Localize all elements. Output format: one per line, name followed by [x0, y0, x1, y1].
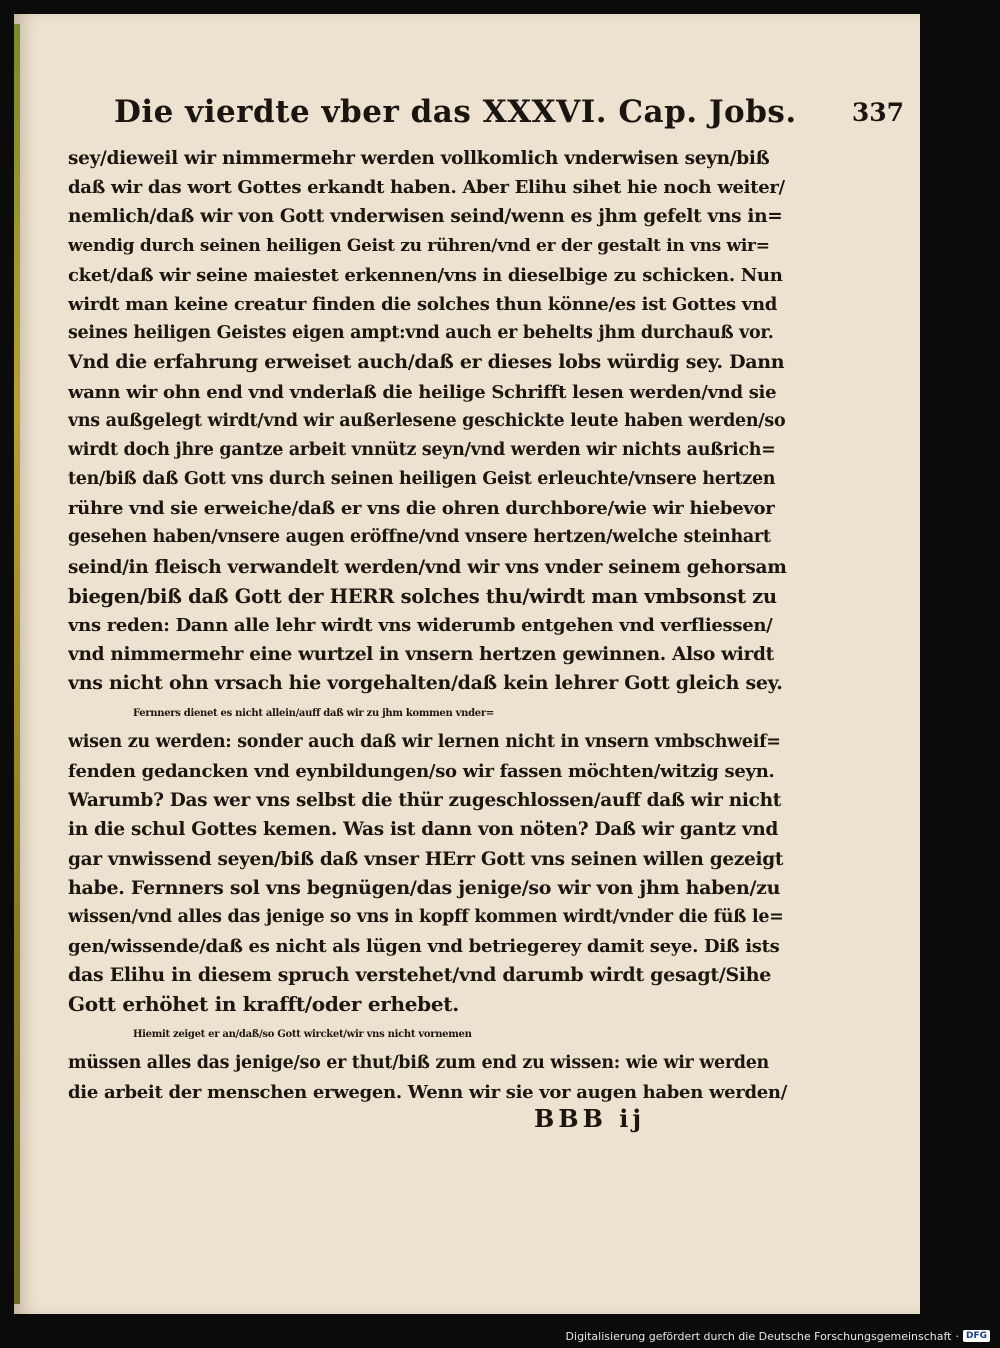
text-line: habe. Fernners sol vns begnügen/das jenige/so wir von jhm haben/zu: [68, 876, 781, 899]
text-line: daß wir das wort Gottes erkandt haben. Aber Elihu sihet hie noch weiter/: [68, 177, 785, 199]
page-header: [114, 94, 904, 138]
text-line: wissen/vnd alles das jenige so vns in kopff kommen wirdt/vnder die füß le=: [68, 906, 784, 927]
text-line: die arbeit der menschen erwegen. Wenn wir sie vor augen haben werden/: [68, 1082, 787, 1103]
text-line: wendig durch seinen heiligen Geist zu rühren/vnd er der gestalt in vns wir=: [68, 235, 770, 256]
text-line: biegen/biß daß Gott der HERR solches thu/wirdt man vmbsonst zu: [68, 584, 777, 608]
page-spine-edge: [14, 24, 20, 1304]
footer-credit: Digitalisierung gefördert durch die Deutsche Forschungsgemeinschaft · DFG: [566, 1328, 990, 1344]
text-line: wirdt doch jhre gantze arbeit vnnütz seyn/vnd werden wir nichts außrich=: [68, 439, 776, 460]
text-line: cket/daß wir seine maiestet erkennen/vns in dieselbige zu schicken. Nun: [68, 264, 783, 286]
text-line: wann wir ohn end vnd vnderlaß die heilige Schrifft lesen werden/vnd sie: [68, 381, 777, 403]
text-line: Warumb? Das wer vns selbst die thür zugeschlossen/auff daß wir nicht: [68, 790, 781, 812]
text-line: fenden gedancken vnd eynbildungen/so wir fassen möchten/witzig seyn.: [68, 760, 775, 782]
text-line: vnd nimmermehr eine wurtzel in vnsern hertzen gewinnen. Also wirdt: [68, 644, 774, 666]
funding-credit-text: Digitalisierung gefördert durch die Deutsche Forschungsgemeinschaft: [565, 1329, 952, 1343]
paragraph-start-line: Fernners dienet es nicht allein/auff daß wir zu jhm kommen vnder=: [133, 707, 494, 719]
text-line: rühre vnd sie erweiche/daß er vns die ohren durchbore/wie wir hiebevor: [68, 498, 775, 520]
text-line: vns reden: Dann alle lehr wirdt vns widerumb entgehen vnd verfliessen/: [68, 615, 773, 636]
paragraph-start-line: Hiemit zeiget er an/daß/so Gott wircket/wir vns nicht vornemen: [133, 1028, 472, 1040]
text-line: das Elihu in diesem spruch verstehet/vnd darumb wirdt gesagt/Sihe: [68, 964, 772, 987]
text-line: seines heiligen Geistes eigen ampt:vnd auch er behelts jhm durchauß vor.: [68, 323, 774, 344]
text-line: vns außgelegt wirdt/vnd wir außerlesene geschickte leute haben werden/so: [68, 410, 786, 431]
body-text: [68, 144, 788, 1107]
text-line: in die schul Gottes kemen. Was ist dann von nöten? Daß wir gantz vnd: [68, 819, 779, 841]
text-line: Gott erhöhet in krafft/oder erhebet.: [68, 992, 459, 1017]
dfg-logo: DFG: [963, 1330, 990, 1342]
book-page: [14, 14, 920, 1314]
signature-mark: BBB ij: [534, 1104, 646, 1133]
text-line: müssen alles das jenige/so er thut/biß zum end zu wissen: wie wir werden: [68, 1052, 769, 1073]
text-line: wirdt man keine creatur finden die solches thun könne/es ist Gottes vnd: [68, 293, 778, 315]
running-title: Die vierdte vber das XXXVI. Cap. Jobs.: [114, 94, 797, 130]
text-line: sey/dieweil wir nimmermehr werden vollkomlich vnderwisen seyn/biß: [68, 148, 770, 169]
text-line: vns nicht ohn vrsach hie vorgehalten/daß kein lehrer Gott gleich sey.: [68, 672, 783, 695]
text-line: seind/in fleisch verwandelt werden/vnd wir vns vnder seinem gehorsam: [68, 556, 787, 578]
text-line: Vnd die erfahrung erweiset auch/daß er dieses lobs würdig sey. Dann: [68, 351, 785, 374]
text-line: gesehen haben/vnsere augen eröffne/vnd vnsere hertzen/welche steinhart: [68, 527, 771, 548]
text-line: ten/biß daß Gott vns durch seinen heiligen Geist erleuchte/vnsere hertzen: [68, 469, 776, 490]
page-number: 337: [851, 98, 904, 127]
text-line: nemlich/daß wir von Gott vnderwisen seind/wenn es jhm gefelt vns in=: [68, 206, 783, 228]
text-line: wisen zu werden: sonder auch daß wir lernen nicht in vnsern vmbschweif=: [68, 731, 781, 752]
text-line: gar vnwissend seyen/biß daß vnser HErr Gott vns seinen willen gezeigt: [68, 848, 784, 870]
text-line: gen/wissende/daß es nicht als lügen vnd betriegerey damit seye. Diß ists: [68, 936, 780, 958]
